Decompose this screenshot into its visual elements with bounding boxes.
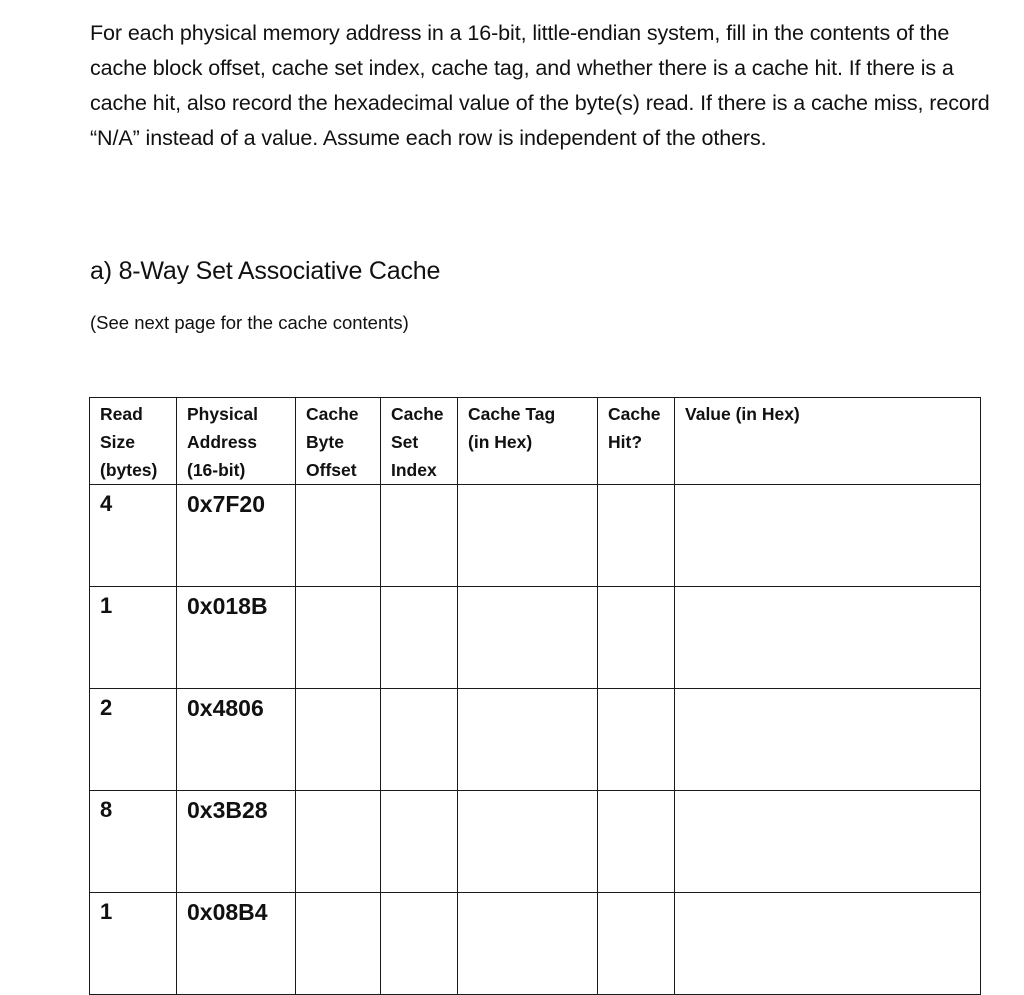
header-line: Address <box>187 432 258 452</box>
table-row <box>90 587 981 689</box>
set-index-answer-cell[interactable] <box>381 689 458 791</box>
byte-offset-answer-cell[interactable] <box>296 485 381 587</box>
set-index-answer-cell[interactable] <box>381 485 458 587</box>
cache-tag-answer-cell[interactable] <box>458 485 598 587</box>
read-size-cell: 8 <box>90 791 177 893</box>
set-index-answer-cell[interactable] <box>381 893 458 995</box>
header-line: Hit? <box>608 432 643 452</box>
read-size-cell: 1 <box>90 587 177 689</box>
set-index-answer-cell[interactable] <box>381 587 458 689</box>
header-value <box>675 398 981 485</box>
value-answer-cell[interactable] <box>675 689 981 791</box>
value-answer-cell[interactable] <box>675 893 981 995</box>
table-row <box>90 689 981 791</box>
read-size-cell: 1 <box>90 893 177 995</box>
section-heading: a) 8-Way Set Associative Cache <box>90 257 441 285</box>
header-line: Byte <box>306 432 344 452</box>
header-line: Physical <box>187 404 259 424</box>
table-row <box>90 791 981 893</box>
byte-offset-answer-cell[interactable] <box>296 587 381 689</box>
header-line: Set <box>391 432 419 452</box>
cache-tag-answer-cell[interactable] <box>458 791 598 893</box>
header-line: Read <box>100 404 143 424</box>
byte-offset-answer-cell[interactable] <box>296 791 381 893</box>
byte-offset-answer-cell[interactable] <box>296 689 381 791</box>
physical-address-cell: 0x7F20 <box>177 485 296 587</box>
header-line: Cache <box>608 404 661 424</box>
set-index-answer-cell[interactable] <box>381 791 458 893</box>
cache-hit-answer-cell[interactable] <box>598 689 675 791</box>
header-line: (in Hex) <box>468 432 533 452</box>
read-size-cell: 2 <box>90 689 177 791</box>
header-line: Size <box>100 432 136 452</box>
byte-offset-answer-cell[interactable] <box>296 893 381 995</box>
header-physical-address <box>177 398 296 485</box>
value-answer-cell[interactable] <box>675 485 981 587</box>
header-line: Cache <box>306 404 359 424</box>
cache-contents-note: (See next page for the cache contents) <box>90 312 409 333</box>
cache-table <box>89 397 981 995</box>
header-line: Offset <box>306 460 357 480</box>
cache-tag-answer-cell[interactable] <box>458 689 598 791</box>
table-header-row <box>90 398 981 485</box>
physical-address-cell: 0x4806 <box>177 689 296 791</box>
value-answer-cell[interactable] <box>675 791 981 893</box>
header-line: (bytes) <box>100 460 158 480</box>
read-size-cell: 4 <box>90 485 177 587</box>
header-line: (16-bit) <box>187 460 246 480</box>
table-row <box>90 485 981 587</box>
physical-address-cell: 0x08B4 <box>177 893 296 995</box>
header-line: Cache Tag <box>468 404 556 424</box>
cache-hit-answer-cell[interactable] <box>598 587 675 689</box>
header-set-index <box>381 398 458 485</box>
header-cache-tag <box>458 398 598 485</box>
cache-hit-answer-cell[interactable] <box>598 791 675 893</box>
cache-tag-answer-cell[interactable] <box>458 587 598 689</box>
value-answer-cell[interactable] <box>675 587 981 689</box>
header-cache-hit <box>598 398 675 485</box>
table-row <box>90 893 981 995</box>
header-line: Index <box>391 460 437 480</box>
cache-hit-answer-cell[interactable] <box>598 893 675 995</box>
cache-tag-answer-cell[interactable] <box>458 893 598 995</box>
header-line: Value (in Hex) <box>685 404 800 424</box>
header-line: Cache <box>391 404 444 424</box>
physical-address-cell: 0x018B <box>177 587 296 689</box>
physical-address-cell: 0x3B28 <box>177 791 296 893</box>
header-byte-offset <box>296 398 381 485</box>
cache-hit-answer-cell[interactable] <box>598 485 675 587</box>
header-read-size <box>90 398 177 485</box>
instructions-paragraph: For each physical memory address in a 16-bit, little-endian system, fill in the contents of the cache block offset, cache set index, cache tag, and whether there is a cache hit. If there is a cache hit, also record the hexadecimal value of the byte(s) read. If there is a cache miss, record “N/A” instead of a value. Assume each row is independent of the others. <box>90 21 990 150</box>
